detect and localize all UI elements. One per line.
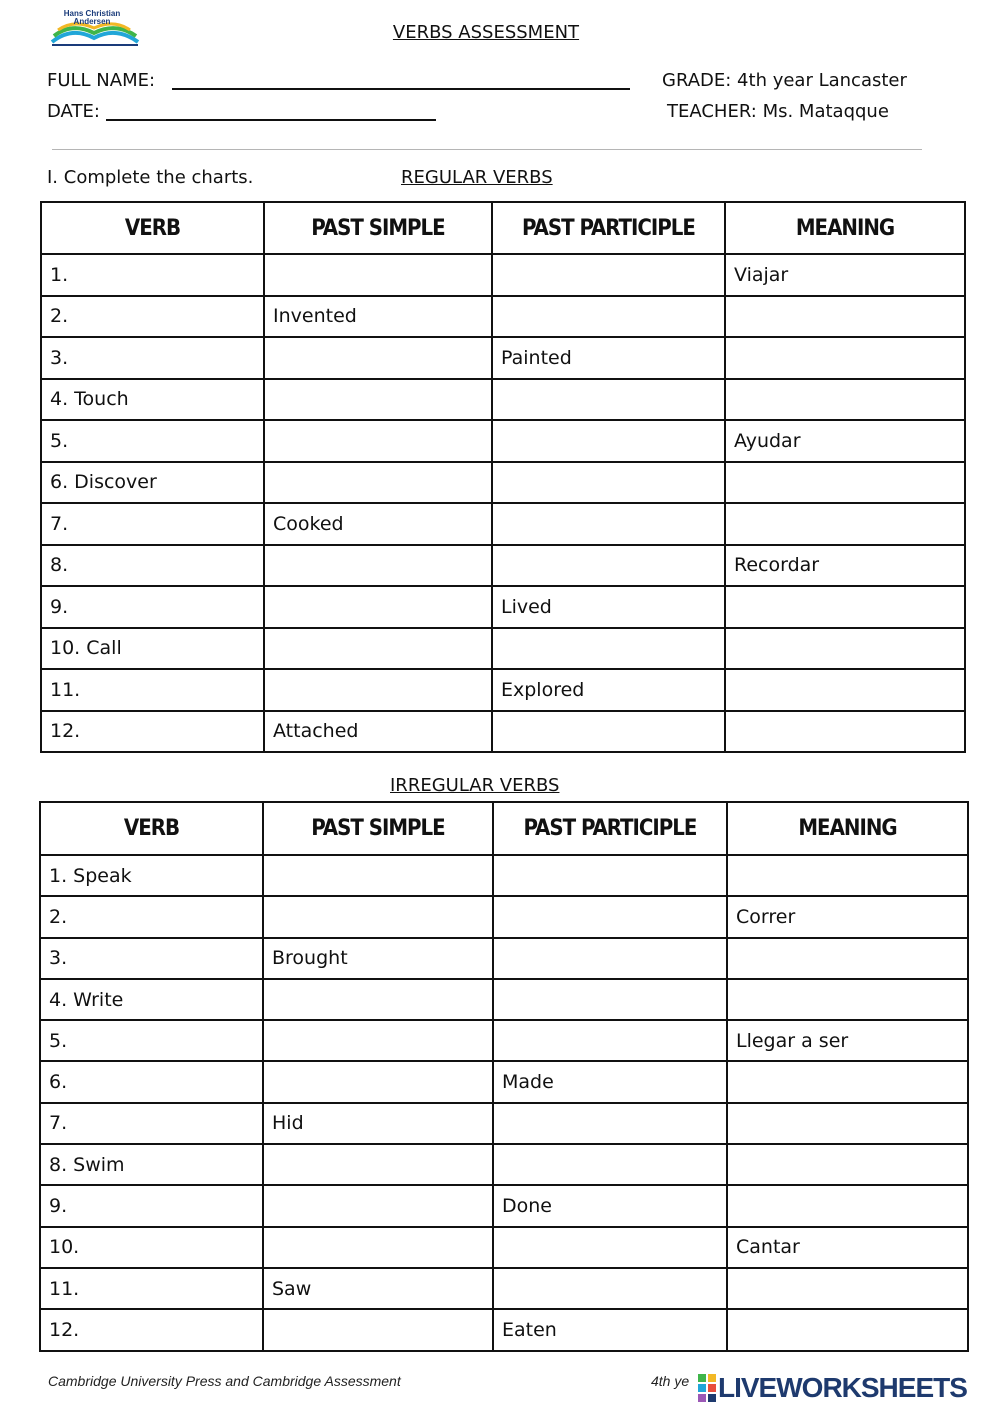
cell-verb: 6.: [40, 1061, 263, 1102]
cell-past-simple[interactable]: [263, 979, 493, 1020]
cell-past-simple[interactable]: [264, 337, 492, 379]
header-row: [40, 802, 968, 855]
cell-meaning[interactable]: [727, 1144, 968, 1185]
table-row: [41, 337, 965, 379]
cell-meaning: Viajar: [725, 254, 965, 296]
cell-past-participle: Done: [493, 1185, 727, 1226]
cell-verb: 6. Discover: [41, 462, 264, 504]
irregular-verbs-table: [39, 801, 969, 1352]
cell-verb: 4. Touch: [41, 379, 264, 421]
cell-verb: 5.: [40, 1020, 263, 1061]
cell-verb: 5.: [41, 420, 264, 462]
regular-verbs-title: REGULAR VERBS: [401, 167, 553, 188]
cell-past-simple[interactable]: [263, 1020, 493, 1061]
cell-past-simple[interactable]: [264, 420, 492, 462]
cell-verb: 11.: [41, 669, 264, 711]
cell-meaning[interactable]: [725, 503, 965, 545]
cell-past-participle[interactable]: [493, 1103, 727, 1144]
cell-past-simple[interactable]: [264, 545, 492, 587]
table-row: [41, 420, 965, 462]
cell-verb: 10.: [40, 1227, 263, 1268]
cell-meaning: Correr: [727, 896, 968, 937]
table-row: [41, 503, 965, 545]
cell-past-participle[interactable]: [493, 1268, 727, 1309]
cell-past-simple[interactable]: [264, 628, 492, 670]
cell-verb: 12.: [41, 711, 264, 753]
irregular-verbs-title: IRREGULAR VERBS: [390, 775, 560, 796]
liveworksheets-brand: [696, 1370, 996, 1406]
cell-verb: 4. Write: [40, 979, 263, 1020]
cell-verb: 8.: [41, 545, 264, 587]
date-line[interactable]: [106, 119, 436, 121]
cell-verb: 2.: [40, 896, 263, 937]
full-name-line[interactable]: [172, 88, 630, 90]
cell-past-simple[interactable]: [263, 855, 493, 896]
logo-line-2: Andersen: [73, 17, 111, 26]
table-row: [41, 296, 965, 338]
table-row: [40, 1103, 968, 1144]
cell-past-simple: Hid: [263, 1103, 493, 1144]
cell-past-participle[interactable]: [493, 938, 727, 979]
cell-past-participle: Lived: [492, 586, 725, 628]
divider: [52, 149, 922, 150]
footer-right: 4th ye: [651, 1373, 690, 1389]
header-past-participle: PAST PARTICIPLE: [492, 202, 725, 254]
header-meaning: MEANING: [725, 202, 965, 254]
cell-meaning[interactable]: [725, 669, 965, 711]
cell-meaning[interactable]: [725, 379, 965, 421]
cell-verb: 11.: [40, 1268, 263, 1309]
cell-past-participle: Eaten: [493, 1309, 727, 1350]
cell-past-participle: Explored: [492, 669, 725, 711]
grade-text: GRADE: 4th year Lancaster: [662, 70, 907, 91]
instruction: I. Complete the charts.: [47, 167, 254, 188]
regular-verbs-table: [40, 201, 966, 753]
logo-line-1: Hans Christian: [63, 9, 121, 18]
cell-meaning[interactable]: [727, 938, 968, 979]
cell-meaning: Recordar: [725, 545, 965, 587]
table-row: [41, 462, 965, 504]
cell-meaning: Llegar a ser: [727, 1020, 968, 1061]
cell-verb: 7.: [40, 1103, 263, 1144]
table-row: [40, 1227, 968, 1268]
table-row: [41, 711, 965, 753]
cell-meaning[interactable]: [727, 1185, 968, 1226]
cell-past-simple[interactable]: [264, 586, 492, 628]
cell-verb: 7.: [41, 503, 264, 545]
cell-past-simple: Saw: [263, 1268, 493, 1309]
table-row: [40, 1185, 968, 1226]
cell-meaning[interactable]: [725, 296, 965, 338]
table-row: [40, 979, 968, 1020]
cell-verb: 10. Call: [41, 628, 264, 670]
cell-past-simple[interactable]: [263, 1227, 493, 1268]
cell-past-simple[interactable]: [263, 896, 493, 937]
header-verb: VERB: [40, 802, 263, 855]
table-row: [41, 669, 965, 711]
cell-past-participle[interactable]: [492, 420, 725, 462]
table-row: [40, 938, 968, 979]
cell-meaning: Ayudar: [725, 420, 965, 462]
table-row: [40, 1061, 968, 1102]
cell-verb: 9.: [41, 586, 264, 628]
header-past-simple: PAST SIMPLE: [263, 802, 493, 855]
cell-meaning[interactable]: [725, 337, 965, 379]
table-row: [41, 545, 965, 587]
cell-meaning: Cantar: [727, 1227, 968, 1268]
cell-past-simple[interactable]: [263, 1185, 493, 1226]
cell-past-simple[interactable]: [264, 254, 492, 296]
liveworksheets-logo-icon: [698, 1374, 716, 1402]
cell-past-simple[interactable]: [263, 1144, 493, 1185]
page-title: VERBS ASSESSMENT: [392, 22, 580, 43]
cell-past-participle[interactable]: [492, 711, 725, 753]
cell-past-simple: Cooked: [264, 503, 492, 545]
footer-left: Cambridge University Press and Cambridge Assessment: [48, 1373, 401, 1389]
cell-past-simple: Brought: [263, 938, 493, 979]
cell-past-participle[interactable]: [493, 979, 727, 1020]
table-row: [40, 1144, 968, 1185]
cell-meaning[interactable]: [725, 462, 965, 504]
header-past-participle: PAST PARTICIPLE: [493, 802, 727, 855]
cell-meaning[interactable]: [727, 1061, 968, 1102]
liveworksheets-text: LIVEWORKSHEETS: [718, 1372, 967, 1403]
cell-past-participle[interactable]: [493, 1227, 727, 1268]
cell-meaning[interactable]: [725, 586, 965, 628]
cell-verb: 3.: [40, 938, 263, 979]
cell-past-participle[interactable]: [492, 503, 725, 545]
cell-meaning[interactable]: [727, 1309, 968, 1350]
cell-past-participle[interactable]: [492, 379, 725, 421]
date-label: DATE:: [47, 101, 100, 122]
cell-meaning[interactable]: [727, 855, 968, 896]
table-row: [41, 628, 965, 670]
cell-verb: 3.: [41, 337, 264, 379]
table-row: [40, 1268, 968, 1309]
teacher-text: TEACHER: Ms. Mataqque: [667, 101, 889, 122]
cell-past-simple[interactable]: [264, 462, 492, 504]
table-row: [40, 1309, 968, 1350]
cell-past-participle[interactable]: [492, 254, 725, 296]
cell-past-participle[interactable]: [492, 462, 725, 504]
cell-past-participle[interactable]: [493, 1144, 727, 1185]
cell-past-participle[interactable]: [493, 855, 727, 896]
cell-past-participle[interactable]: [492, 296, 725, 338]
cell-past-simple[interactable]: [264, 669, 492, 711]
cell-verb: 2.: [41, 296, 264, 338]
cell-past-participle[interactable]: [492, 545, 725, 587]
cell-verb: 1.: [41, 254, 264, 296]
cell-past-simple: Attached: [264, 711, 492, 753]
cell-past-simple[interactable]: [264, 379, 492, 421]
cell-past-participle[interactable]: [492, 628, 725, 670]
cell-verb: 9.: [40, 1185, 263, 1226]
table-row: [41, 254, 965, 296]
cell-past-participle[interactable]: [493, 1020, 727, 1061]
cell-meaning[interactable]: [725, 628, 965, 670]
header-past-simple: PAST SIMPLE: [264, 202, 492, 254]
header-row: [41, 202, 965, 254]
cell-past-simple[interactable]: [263, 1061, 493, 1102]
full-name-label: FULL NAME:: [47, 70, 156, 91]
cell-past-simple: Invented: [264, 296, 492, 338]
cell-meaning[interactable]: [727, 979, 968, 1020]
cell-verb: 12.: [40, 1309, 263, 1350]
table-row: [40, 1020, 968, 1061]
cell-past-simple[interactable]: [263, 1309, 493, 1350]
cell-meaning[interactable]: [727, 1103, 968, 1144]
header-verb: VERB: [41, 202, 264, 254]
cell-verb: 1. Speak: [40, 855, 263, 896]
cell-past-participle[interactable]: [493, 896, 727, 937]
cell-meaning[interactable]: [725, 711, 965, 753]
header-meaning: MEANING: [727, 802, 968, 855]
cell-past-participle: Made: [493, 1061, 727, 1102]
table-row: [41, 586, 965, 628]
table-row: [41, 379, 965, 421]
cell-verb: 8. Swim: [40, 1144, 263, 1185]
table-row: [40, 896, 968, 937]
table-row: [40, 855, 968, 896]
cell-meaning[interactable]: [727, 1268, 968, 1309]
cell-past-participle: Painted: [492, 337, 725, 379]
